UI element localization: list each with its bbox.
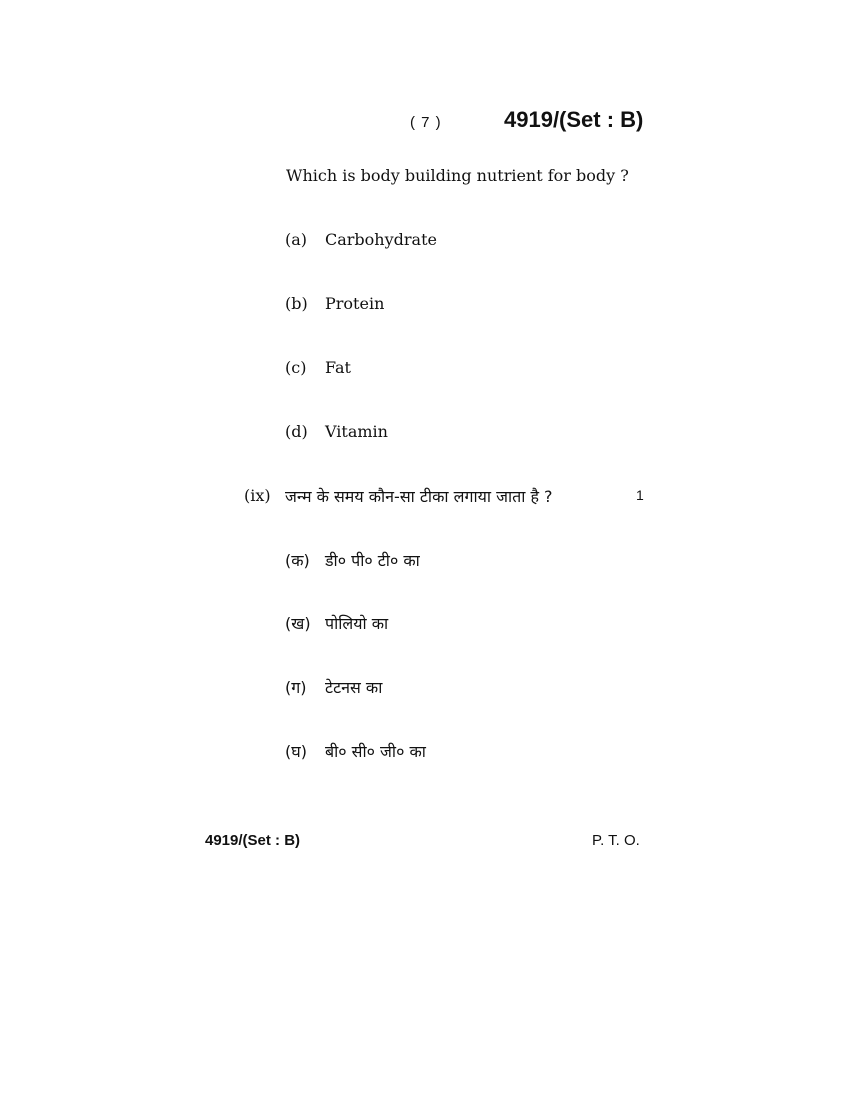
option-label-ka: (क) — [285, 551, 310, 570]
option-text-ka: डी० पी० टी० का — [325, 551, 420, 570]
option-text-ga: टेटनस का — [325, 678, 383, 697]
option-text-a: Carbohydrate — [325, 230, 437, 249]
question-number: (ix) — [244, 486, 271, 505]
option-label-d: (d) — [285, 422, 308, 441]
question-text-hindi: जन्म के समय कौन-सा टीका लगाया जाता है ? — [285, 487, 553, 506]
option-text-gha: बी० सी० जी० का — [325, 742, 426, 761]
page-number: ( 7 ) — [410, 114, 442, 131]
option-label-a: (a) — [285, 230, 308, 249]
question-marks: 1 — [636, 487, 644, 503]
set-code-header: 4919/(Set : B) — [504, 107, 644, 132]
set-code-footer: 4919/(Set : B) — [205, 832, 301, 849]
option-text-kha: पोलियो का — [325, 614, 389, 633]
option-label-kha: (ख) — [285, 614, 311, 633]
please-turn-over: P. T. O. — [592, 832, 640, 849]
option-label-gha: (घ) — [285, 742, 307, 761]
question-text-english: Which is body building nutrient for body ? — [286, 166, 629, 185]
option-label-b: (b) — [285, 294, 308, 313]
option-text-b: Protein — [325, 294, 385, 313]
option-text-c: Fat — [325, 358, 351, 377]
option-label-ga: (ग) — [285, 678, 307, 697]
option-label-c: (c) — [285, 358, 307, 377]
option-text-d: Vitamin — [325, 422, 388, 441]
